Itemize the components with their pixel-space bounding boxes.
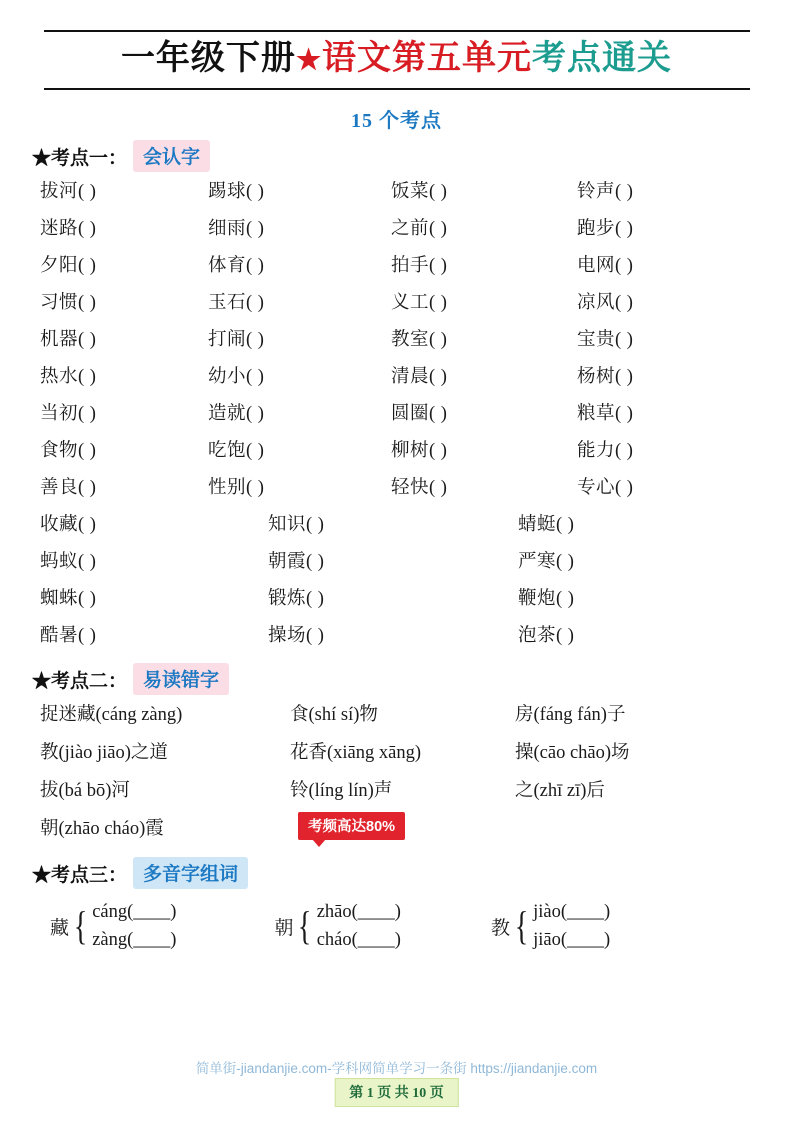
- word-cell: 电网( ): [577, 256, 634, 276]
- brace-icon: {: [73, 903, 88, 948]
- polyphone-item: [491, 898, 610, 954]
- word-cell: 朝霞( ): [268, 552, 325, 572]
- word-cell: 蜻蜓( ): [518, 515, 575, 535]
- brace-icon: {: [298, 903, 312, 948]
- word-cell: 迷路( ): [40, 219, 97, 239]
- section-3-chip: 多音字组词: [133, 857, 248, 889]
- misread-row: [40, 700, 767, 738]
- page-number-badge: 第 1 页 共 10 页: [334, 1078, 459, 1107]
- section-2-lead: ★考点二：: [32, 670, 128, 692]
- polyphone-reading-bottom: cháo(____): [316, 930, 401, 950]
- word-cell: 之前( ): [391, 219, 448, 239]
- word-cell: 清晨( ): [391, 367, 448, 387]
- misread-item: 操(cāo chāo)场: [515, 743, 630, 763]
- section-header-2: [32, 664, 767, 694]
- word-cell: 操场( ): [268, 626, 325, 646]
- word-cell: 蜘蛛( ): [40, 589, 97, 609]
- word-cell: 玉石( ): [208, 293, 265, 313]
- word-row: [40, 621, 767, 658]
- word-cell: 知识( ): [268, 515, 325, 535]
- spacer: [176, 898, 274, 954]
- word-cell: 拍手( ): [391, 256, 448, 276]
- word-cell: 锻炼( ): [268, 589, 325, 609]
- misread-row: [40, 776, 767, 814]
- word-cell: 热水( ): [40, 367, 97, 387]
- word-cell: 义工( ): [391, 293, 448, 313]
- word-cell: 机器( ): [40, 330, 97, 350]
- misread-item: 铃(líng lín)声: [290, 781, 393, 801]
- word-cell: 铃声( ): [577, 182, 634, 202]
- word-cell: 专心( ): [577, 478, 634, 498]
- section-header-1: [32, 141, 767, 171]
- word-cell: 柳树( ): [391, 441, 448, 461]
- word-cell: 细雨( ): [208, 219, 265, 239]
- misread-item: 房(fáng fán)子: [515, 705, 626, 725]
- polyphone-reading-top: zhāo(____): [316, 902, 401, 922]
- polyphone-reading-top: cáng(____): [92, 902, 177, 922]
- word-row: [40, 214, 767, 251]
- word-cell: 习惯( ): [40, 293, 97, 313]
- word-cell: 蚂蚁( ): [40, 552, 97, 572]
- word-cell: 夕阳( ): [40, 256, 97, 276]
- page-title: [26, 32, 767, 86]
- word-cell: 凉风( ): [577, 293, 634, 313]
- word-cell: 鞭炮( ): [518, 589, 575, 609]
- word-cell: 幼小( ): [208, 367, 265, 387]
- polyphone-char: 朝: [274, 917, 294, 939]
- misread-item: 捉迷藏(cáng zàng): [40, 705, 183, 725]
- word-cell: 收藏( ): [40, 515, 97, 535]
- section-header-3: [32, 858, 767, 888]
- polyphone-reading-top: jiào(____): [533, 902, 611, 922]
- word-cell: 体育( ): [208, 256, 265, 276]
- misread-item: 之(zhī zī)后: [515, 781, 605, 801]
- title-rule-bottom: [44, 88, 750, 90]
- word-row: [40, 510, 767, 547]
- word-cell: 性别( ): [208, 478, 265, 498]
- brace-icon: {: [514, 903, 529, 948]
- word-cell: 踢球( ): [208, 182, 265, 202]
- word-row: [40, 177, 767, 214]
- word-cell: 圆圈( ): [391, 404, 448, 424]
- word-cell: 当初( ): [40, 404, 97, 424]
- word-cell: 造就( ): [208, 404, 265, 424]
- polyphone-item: [50, 898, 176, 954]
- word-cell: 粮草( ): [577, 404, 634, 424]
- misread-list: [26, 700, 767, 852]
- misread-item: 拔(bá bō)河: [40, 781, 130, 801]
- word-cell: 泡茶( ): [518, 626, 575, 646]
- section-3-lead: ★考点三：: [32, 864, 128, 886]
- misread-row: [40, 738, 767, 776]
- title-star-icon: ★: [295, 43, 323, 76]
- word-row: [40, 251, 767, 288]
- word-row: [40, 399, 767, 436]
- title-part1: 一年级下册: [120, 38, 296, 78]
- polyphone-group: [50, 898, 767, 954]
- word-cell: 拔河( ): [40, 182, 97, 202]
- polyphone-char: 藏: [50, 917, 70, 939]
- word-row: [40, 362, 767, 399]
- word-cell: 宝贵( ): [577, 330, 634, 350]
- word-cell: 食物( ): [40, 441, 97, 461]
- word-cell: 教室( ): [391, 330, 448, 350]
- polyphone-reading-bottom: zàng(____): [92, 930, 177, 950]
- word-row: [40, 473, 767, 510]
- word-cell: 吃饱( ): [208, 441, 265, 461]
- title-part2: 语文第五单元: [322, 38, 533, 78]
- word-cell: 能力( ): [577, 441, 634, 461]
- high-frequency-badge: 考频高达80%: [298, 812, 405, 840]
- word-cell: 酷暑( ): [40, 626, 97, 646]
- title-part3: 考点通关: [532, 38, 673, 78]
- misread-item: 朝(zhāo cháo)霞: [40, 819, 164, 839]
- watermark-text: 简单街-jiandanjie.com-学科网简单学习一条街 https://jiandanjie.com: [195, 1061, 598, 1076]
- page-title-block: [26, 30, 767, 94]
- polyphone-item: [274, 898, 400, 954]
- polyphone-reading-bottom: jiāo(____): [533, 930, 611, 950]
- section-1-lead: ★考点一：: [32, 147, 128, 169]
- word-cell: 饭菜( ): [391, 182, 448, 202]
- page-subtitle: 15 个考点: [351, 110, 442, 132]
- word-row: [40, 547, 767, 584]
- word-row: [40, 436, 767, 473]
- word-row: [40, 584, 767, 621]
- recognize-words-grid: [40, 177, 767, 658]
- word-cell: 善良( ): [40, 478, 97, 498]
- polyphone-char: 教: [490, 917, 510, 939]
- word-cell: 跑步( ): [577, 219, 634, 239]
- word-cell: 杨树( ): [577, 367, 634, 387]
- word-cell: 严寒( ): [518, 552, 575, 572]
- word-row: [40, 325, 767, 362]
- misread-row: [40, 814, 767, 852]
- spacer: [401, 898, 491, 954]
- word-row: [40, 288, 767, 325]
- misread-item: 教(jiào jiāo)之道: [40, 743, 168, 763]
- misread-item: 食(shí sí)物: [290, 705, 378, 725]
- section-1-chip: 会认字: [133, 140, 210, 172]
- word-cell: 轻快( ): [391, 478, 448, 498]
- section-2-chip: 易读错字: [133, 663, 229, 695]
- misread-item: 花香(xiāng xāng): [290, 743, 422, 763]
- word-cell: 打闹( ): [208, 330, 265, 350]
